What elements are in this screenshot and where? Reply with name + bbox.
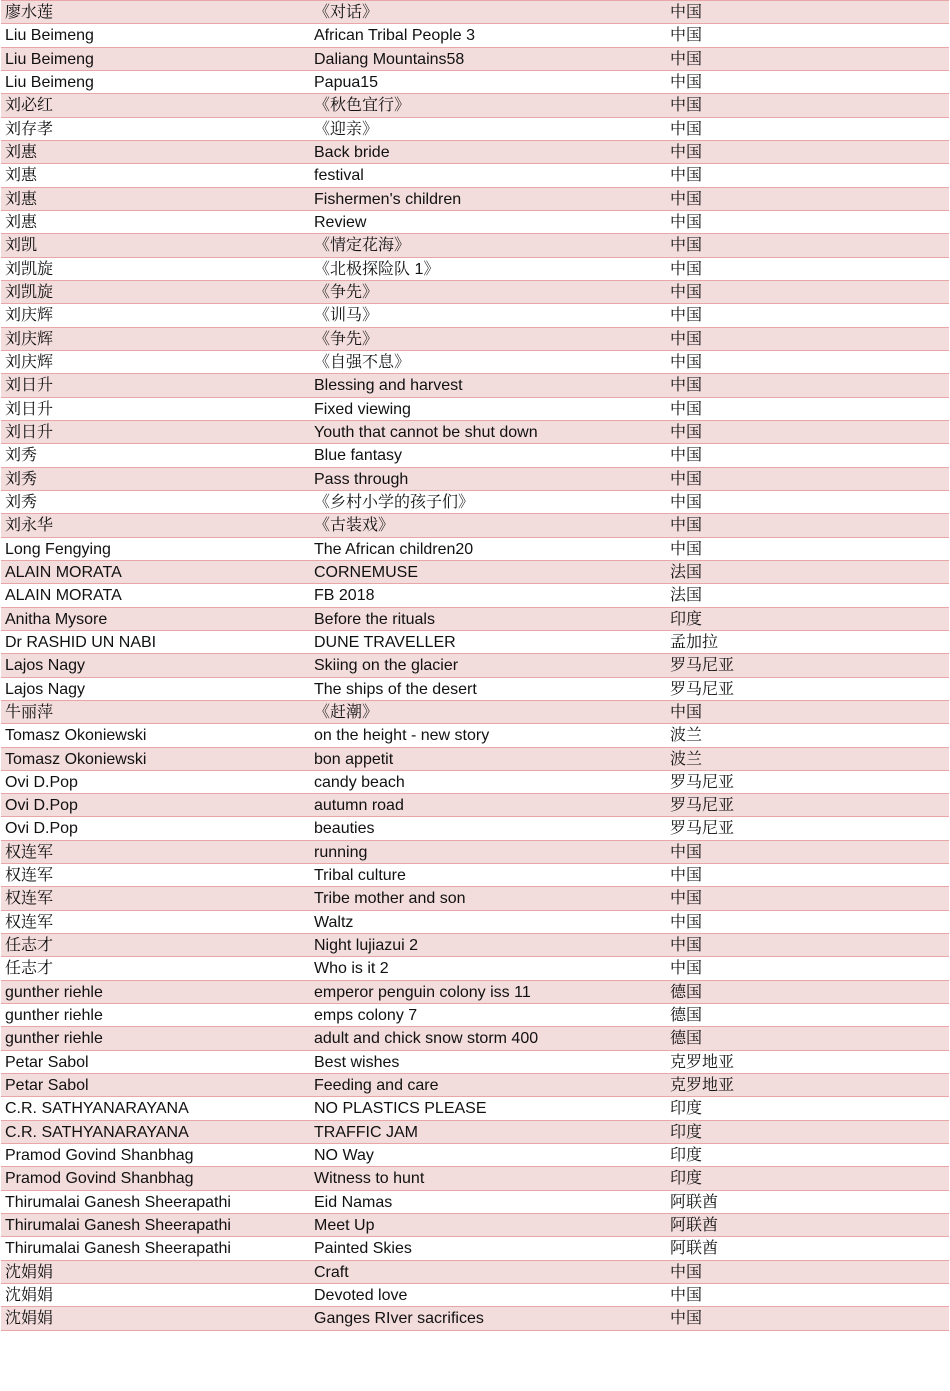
- author-cell: 权连军: [5, 913, 54, 931]
- country-cell: 罗马尼亚: [670, 657, 735, 675]
- title-cell: Review: [314, 213, 367, 231]
- title-cell: Tribal culture: [314, 867, 406, 885]
- title-cell: Meet Up: [314, 1217, 375, 1235]
- country-cell: 法国: [670, 587, 703, 605]
- country-cell: 罗马尼亚: [670, 680, 735, 698]
- title-cell: Skiing on the glacier: [314, 657, 459, 675]
- author-cell: Long Fengying: [5, 540, 111, 558]
- table-row: [1, 1237, 949, 1260]
- country-cell: 中国: [670, 143, 703, 161]
- results-table: [1, 0, 949, 1331]
- country-cell: 中国: [670, 213, 703, 231]
- table-row: [1, 468, 949, 491]
- table-row: [1, 141, 949, 164]
- author-cell: Lajos Nagy: [5, 680, 86, 698]
- country-cell: 中国: [670, 1310, 703, 1328]
- country-cell: 印度: [670, 1100, 703, 1118]
- author-cell: Ovi D.Pop: [5, 820, 78, 838]
- title-cell: festival: [314, 167, 364, 185]
- country-cell: 中国: [670, 517, 703, 535]
- country-cell: 中国: [670, 283, 703, 301]
- country-cell: 印度: [670, 1123, 703, 1141]
- author-cell: 刘惠: [5, 143, 38, 161]
- country-cell: 罗马尼亚: [670, 773, 735, 791]
- title-cell: emps colony 7: [314, 1007, 418, 1025]
- country-cell: 中国: [670, 447, 703, 465]
- table-row: [1, 1167, 949, 1190]
- table-row: [1, 841, 949, 864]
- title-cell: DUNE TRAVELLER: [314, 633, 456, 651]
- author-cell: Lajos Nagy: [5, 657, 86, 675]
- author-cell: Ovi D.Pop: [5, 773, 78, 791]
- table-row: [1, 957, 949, 980]
- table-row: [1, 1261, 949, 1284]
- title-cell: NO PLASTICS PLEASE: [314, 1100, 487, 1118]
- table-row: [1, 608, 949, 631]
- table-row: [1, 1191, 949, 1214]
- table-row: [1, 164, 949, 187]
- country-cell: 德国: [670, 983, 703, 1001]
- table-row: [1, 304, 949, 327]
- country-cell: 阿联酋: [670, 1193, 719, 1211]
- author-cell: Pramod Govind Shanbhag: [5, 1147, 194, 1165]
- country-cell: 中国: [670, 353, 703, 371]
- country-cell: 阿联酋: [670, 1217, 719, 1235]
- table-row: [1, 444, 949, 467]
- table-row: [1, 514, 949, 537]
- country-cell: 印度: [670, 610, 703, 628]
- table-row: [1, 887, 949, 910]
- title-cell: Youth that cannot be shut down: [314, 423, 538, 441]
- title-cell: on the height - new story: [314, 727, 490, 745]
- country-cell: 德国: [670, 1007, 703, 1025]
- table-row: [1, 678, 949, 701]
- author-cell: 权连军: [5, 890, 54, 908]
- author-cell: 廖水莲: [5, 4, 54, 21]
- table-row: [1, 1284, 949, 1307]
- title-cell: autumn road: [314, 797, 404, 815]
- country-cell: 中国: [670, 377, 703, 395]
- country-cell: 中国: [670, 97, 703, 115]
- table-row: [1, 351, 949, 374]
- country-cell: 中国: [670, 4, 703, 21]
- table-row: [1, 258, 949, 281]
- table-row: [1, 211, 949, 234]
- author-cell: 刘惠: [5, 167, 38, 185]
- title-cell: Before the rituals: [314, 610, 435, 628]
- table-row: [1, 631, 949, 654]
- title-cell: candy beach: [314, 773, 405, 791]
- title-cell: beauties: [314, 820, 375, 838]
- country-cell: 波兰: [670, 750, 703, 768]
- author-cell: C.R. SATHYANARAYANA: [5, 1100, 189, 1118]
- country-cell: 波兰: [670, 727, 703, 745]
- country-cell: 中国: [670, 330, 703, 348]
- title-cell: Waltz: [314, 913, 354, 931]
- table-row: [1, 94, 949, 117]
- country-cell: 中国: [670, 960, 703, 978]
- table-row: [1, 1144, 949, 1167]
- table-row: [1, 701, 949, 724]
- title-cell: Papua15: [314, 73, 379, 91]
- table-row: [1, 561, 949, 584]
- author-cell: ALAIN MORATA: [5, 587, 122, 605]
- author-cell: 刘秀: [5, 493, 38, 511]
- table-row: [1, 1121, 949, 1144]
- table-row: [1, 24, 949, 47]
- table-row: [1, 1004, 949, 1027]
- table-row: [1, 421, 949, 444]
- country-cell: 中国: [670, 73, 703, 91]
- title-cell: Tribe mother and son: [314, 890, 466, 908]
- author-cell: Ovi D.Pop: [5, 797, 78, 815]
- country-cell: 中国: [670, 1263, 703, 1281]
- table-row: [1, 118, 949, 141]
- author-cell: Thirumalai Ganesh Sheerapathi: [5, 1193, 231, 1211]
- author-cell: 沈娟娟: [5, 1263, 54, 1281]
- country-cell: 中国: [670, 1287, 703, 1305]
- title-cell: The African children20: [314, 540, 474, 558]
- title-cell: Daliang Mountains58: [314, 50, 465, 68]
- country-cell: 中国: [670, 470, 703, 488]
- author-cell: ALAIN MORATA: [5, 563, 122, 581]
- title-cell: 《北极探险队 1》: [314, 260, 440, 278]
- author-cell: Petar Sabol: [5, 1053, 89, 1071]
- country-cell: 罗马尼亚: [670, 820, 735, 838]
- title-cell: adult and chick snow storm 400: [314, 1030, 539, 1048]
- title-cell: 《乡村小学的孩子们》: [314, 493, 475, 511]
- country-cell: 中国: [670, 843, 703, 861]
- author-cell: C.R. SATHYANARAYANA: [5, 1123, 189, 1141]
- country-cell: 中国: [670, 540, 703, 558]
- country-cell: 中国: [670, 423, 703, 441]
- author-cell: 刘日升: [5, 400, 54, 418]
- table-row: [1, 538, 949, 561]
- author-cell: 刘永华: [5, 517, 54, 535]
- table-row: [1, 491, 949, 514]
- title-cell: FB 2018: [314, 587, 375, 605]
- table-row: [1, 654, 949, 677]
- title-cell: Fishermen's children: [314, 190, 462, 208]
- country-cell: 中国: [670, 27, 703, 45]
- title-cell: Eid Namas: [314, 1193, 393, 1211]
- author-cell: Thirumalai Ganesh Sheerapathi: [5, 1217, 231, 1235]
- author-cell: Dr RASHID UN NABI: [5, 633, 157, 651]
- table-row: [1, 234, 949, 257]
- title-cell: Pass through: [314, 470, 409, 488]
- country-cell: 阿联酋: [670, 1240, 719, 1258]
- country-cell: 印度: [670, 1147, 703, 1165]
- author-cell: 刘庆辉: [5, 307, 54, 325]
- author-cell: 刘必红: [5, 97, 54, 115]
- title-cell: 《情定花海》: [314, 237, 411, 255]
- author-cell: 牛丽萍: [5, 703, 54, 721]
- table-row: [1, 1051, 949, 1074]
- country-cell: 印度: [670, 1170, 703, 1188]
- title-cell: Night lujiazui 2: [314, 937, 419, 955]
- author-cell: gunther riehle: [5, 1030, 103, 1048]
- country-cell: 中国: [670, 913, 703, 931]
- author-cell: 刘日升: [5, 423, 54, 441]
- table-row: [1, 1027, 949, 1050]
- country-cell: 罗马尼亚: [670, 797, 735, 815]
- title-cell: TRAFFIC JAM: [314, 1123, 418, 1141]
- title-cell: 《自强不息》: [314, 353, 411, 371]
- table-row: [1, 48, 949, 71]
- table-row: [1, 584, 949, 607]
- author-cell: Liu Beimeng: [5, 27, 94, 45]
- title-cell: Blessing and harvest: [314, 377, 463, 395]
- author-cell: 权连军: [5, 843, 54, 861]
- table-row: [1, 981, 949, 1004]
- title-cell: 《训马》: [314, 307, 379, 325]
- country-cell: 中国: [670, 237, 703, 255]
- author-cell: Petar Sabol: [5, 1077, 89, 1095]
- title-cell: 《古装戏》: [314, 517, 395, 535]
- title-cell: 《对话》: [314, 4, 379, 21]
- country-cell: 中国: [670, 190, 703, 208]
- author-cell: 刘庆辉: [5, 353, 54, 371]
- author-cell: gunther riehle: [5, 983, 103, 1001]
- author-cell: 刘日升: [5, 377, 54, 395]
- country-cell: 中国: [670, 50, 703, 68]
- country-cell: 中国: [670, 493, 703, 511]
- table-row: [1, 1074, 949, 1097]
- table-row: [1, 1097, 949, 1120]
- table-row: [1, 281, 949, 304]
- title-cell: CORNEMUSE: [314, 563, 419, 581]
- table-row: [1, 911, 949, 934]
- table-row: [1, 374, 949, 397]
- table-row: [1, 748, 949, 771]
- author-cell: 沈娟娟: [5, 1310, 54, 1328]
- country-cell: 中国: [670, 167, 703, 185]
- title-cell: Painted Skies: [314, 1240, 412, 1258]
- author-cell: 刘秀: [5, 470, 38, 488]
- author-cell: Tomasz Okoniewski: [5, 750, 147, 768]
- table-row: [1, 1214, 949, 1237]
- title-cell: NO Way: [314, 1147, 374, 1165]
- title-cell: 《争先》: [314, 330, 379, 348]
- title-cell: 《秋色宜行》: [314, 97, 411, 115]
- author-cell: 刘惠: [5, 190, 38, 208]
- title-cell: 《赶潮》: [314, 703, 379, 721]
- author-cell: Tomasz Okoniewski: [5, 727, 147, 745]
- table-row: [1, 934, 949, 957]
- title-cell: Witness to hunt: [314, 1170, 425, 1188]
- country-cell: 中国: [670, 937, 703, 955]
- title-cell: bon appetit: [314, 750, 394, 768]
- country-cell: 中国: [670, 307, 703, 325]
- author-cell: 任志才: [5, 960, 54, 978]
- title-cell: Who is it 2: [314, 960, 389, 978]
- table-row: [1, 864, 949, 887]
- title-cell: running: [314, 843, 368, 861]
- author-cell: gunther riehle: [5, 1007, 103, 1025]
- country-cell: 法国: [670, 563, 703, 581]
- country-cell: 中国: [670, 400, 703, 418]
- title-cell: 《争先》: [314, 283, 379, 301]
- title-cell: Blue fantasy: [314, 447, 403, 465]
- country-cell: 克罗地亚: [670, 1077, 735, 1095]
- country-cell: 中国: [670, 703, 703, 721]
- title-cell: Ganges RIver sacrifices: [314, 1310, 484, 1328]
- table-row: [1, 1, 949, 24]
- country-cell: 孟加拉: [670, 633, 719, 651]
- author-cell: 沈娟娟: [5, 1287, 54, 1305]
- country-cell: 中国: [670, 120, 703, 138]
- title-cell: Feeding and care: [314, 1077, 439, 1095]
- author-cell: 刘秀: [5, 447, 38, 465]
- author-cell: 刘惠: [5, 213, 38, 231]
- author-cell: 刘凯旋: [5, 283, 54, 301]
- table-row: [1, 724, 949, 747]
- author-cell: 刘庆辉: [5, 330, 54, 348]
- title-cell: Craft: [314, 1263, 349, 1281]
- country-cell: 克罗地亚: [670, 1053, 735, 1071]
- table-row: [1, 817, 949, 840]
- title-cell: African Tribal People 3: [314, 27, 475, 45]
- author-cell: 任志才: [5, 937, 54, 955]
- title-cell: Devoted love: [314, 1287, 408, 1305]
- author-cell: 刘存孝: [5, 120, 54, 138]
- country-cell: 中国: [670, 890, 703, 908]
- title-cell: Fixed viewing: [314, 400, 411, 418]
- author-cell: Anitha Mysore: [5, 610, 108, 628]
- author-cell: 权连军: [5, 867, 54, 885]
- country-cell: 中国: [670, 260, 703, 278]
- author-cell: Liu Beimeng: [5, 73, 94, 91]
- table-row: [1, 771, 949, 794]
- country-cell: 德国: [670, 1030, 703, 1048]
- table-row: [1, 188, 949, 211]
- title-cell: Best wishes: [314, 1053, 400, 1071]
- author-cell: Thirumalai Ganesh Sheerapathi: [5, 1240, 231, 1258]
- author-cell: Pramod Govind Shanbhag: [5, 1170, 194, 1188]
- table-row: [1, 1307, 949, 1330]
- title-cell: Back bride: [314, 143, 390, 161]
- title-cell: 《迎亲》: [314, 120, 379, 138]
- table-row: [1, 398, 949, 421]
- country-cell: 中国: [670, 867, 703, 885]
- table-row: [1, 328, 949, 351]
- author-cell: Liu Beimeng: [5, 50, 94, 68]
- author-cell: 刘凯旋: [5, 260, 54, 278]
- title-cell: The ships of the desert: [314, 680, 477, 698]
- title-cell: emperor penguin colony iss 11: [314, 983, 531, 1001]
- author-cell: 刘凯: [5, 237, 38, 255]
- table-row: [1, 794, 949, 817]
- table-row: [1, 71, 949, 94]
